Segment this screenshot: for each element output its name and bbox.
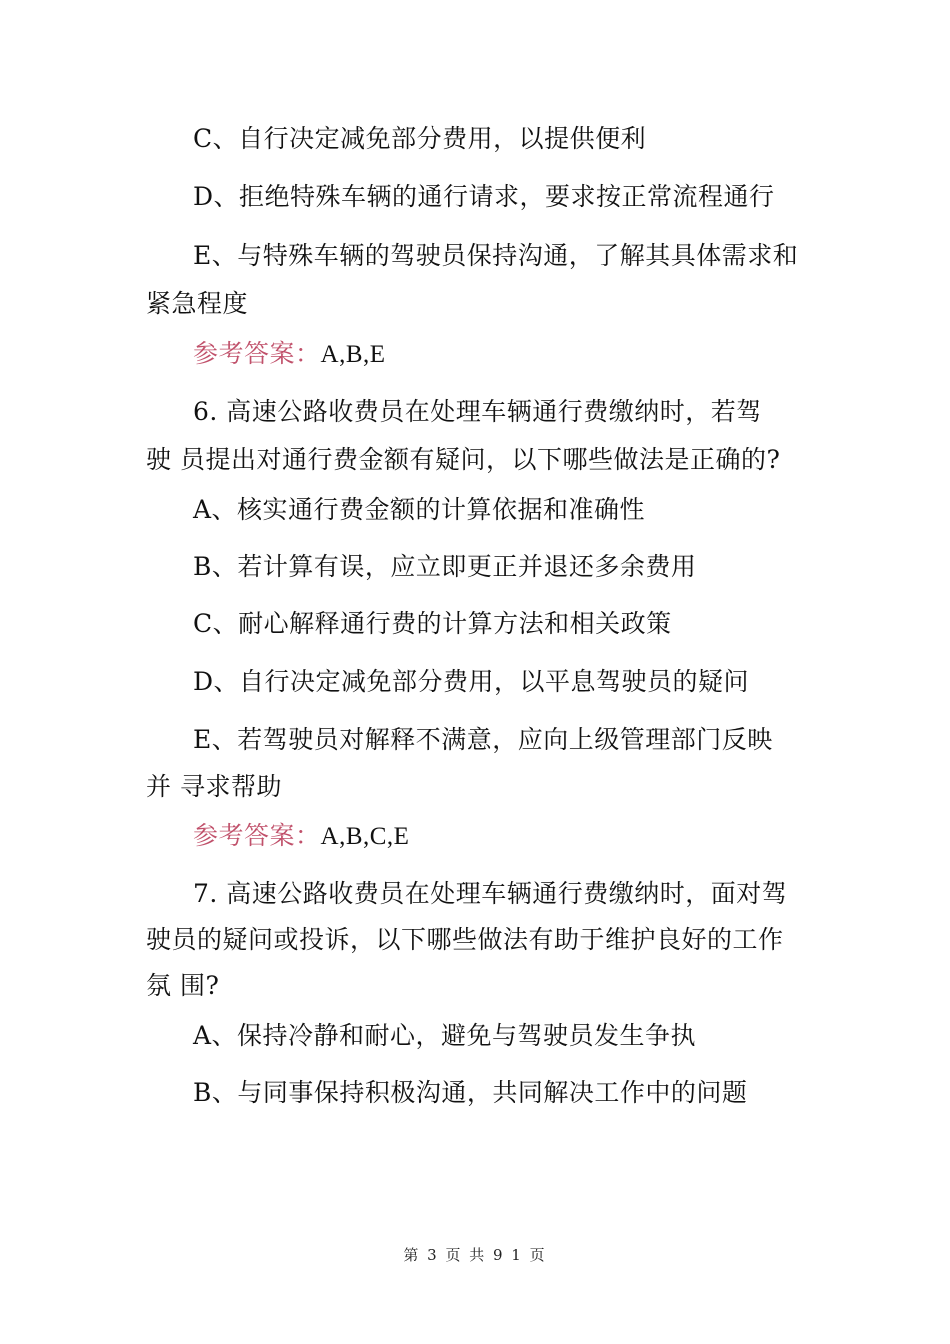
q7-question-line3: 氛 围? (146, 971, 220, 1000)
q7-option-b: B、与同事保持积极沟通，共同解决工作中的问题 (193, 1078, 748, 1107)
q6-answer (193, 818, 873, 855)
q6-question-line2: 驶 员提出对通行费金额有疑问，以下哪些做法是正确的? (146, 445, 781, 474)
q5-answer (193, 336, 873, 373)
q5-option-c: C、自行决定减免部分费用，以提供便利 (193, 124, 647, 153)
q5-option-e-line1: E、与特殊车辆的驾驶员保持沟通，了解其具体需求和 (193, 241, 799, 270)
q6-option-b: B、若计算有误，应立即更正并退还多余费用 (193, 552, 697, 581)
q6-option-e-line1: E、若驾驶员对解释不满意，应向上级管理部门反映 (193, 725, 773, 754)
q5-option-e-line2: 紧急程度 (146, 289, 249, 318)
page-footer: 第 3 页 共 9 1 页 (403, 1246, 547, 1264)
q6-option-c: C、耐心解释通行费的计算方法和相关政策 (193, 609, 672, 638)
q6-option-a: A、核实通行费金额的计算依据和准确性 (193, 495, 646, 524)
q7-question-line1: 7. 高速公路收费员在处理车辆通行费缴纳时，面对驾 (193, 879, 788, 908)
q7-question-line2: 驶员的疑问或投诉，以下哪些做法有助于维护良好的工作 (146, 925, 784, 954)
answer-label: 参考答案： (193, 339, 321, 368)
answer-value: A,B,E (320, 341, 386, 368)
q6-option-e-line2: 并 寻求帮助 (146, 772, 282, 801)
answer-value: A,B,C,E (320, 823, 410, 850)
q7-option-a: A、保持冷静和耐心，避免与驾驶员发生争执 (193, 1021, 697, 1050)
q6-question-line1: 6. 高速公路收费员在处理车辆通行费缴纳时，若驾 (193, 397, 762, 426)
q6-option-d: D、自行决定减免部分费用，以平息驾驶员的疑问 (193, 667, 750, 696)
answer-label: 参考答案： (193, 821, 321, 850)
q5-option-d: D、拒绝特殊车辆的通行请求，要求按正常流程通行 (193, 182, 775, 211)
